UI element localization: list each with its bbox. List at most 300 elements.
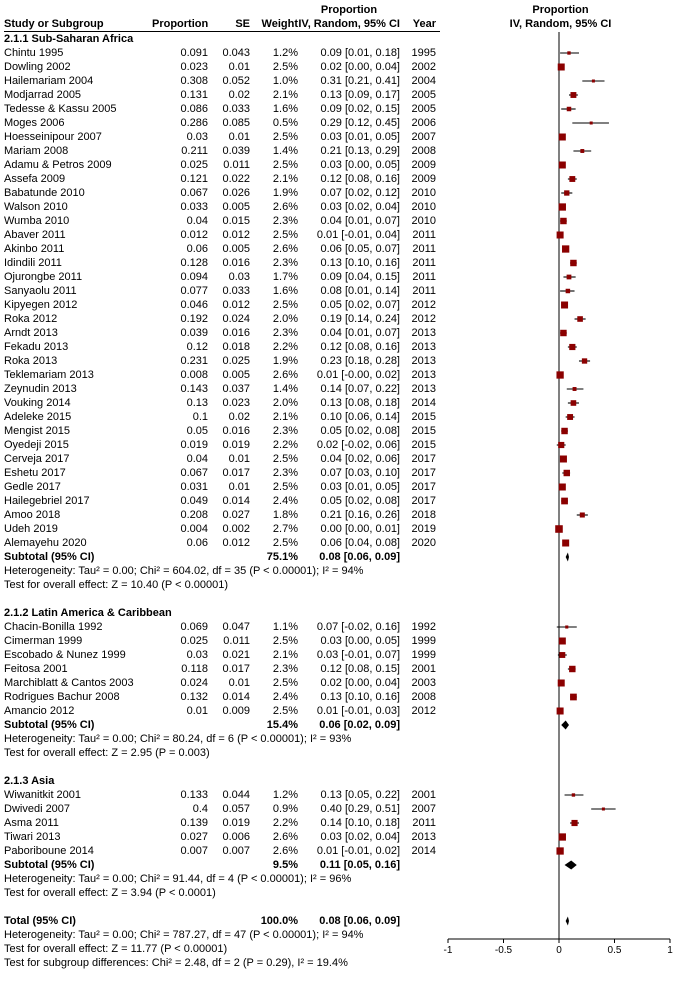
year-value: 2010	[411, 215, 436, 227]
year-value: 2011	[412, 285, 436, 297]
weight-value: 15.4%	[266, 719, 298, 731]
proportion-value: 0.132	[180, 691, 208, 703]
se-value: 0.01	[228, 61, 250, 73]
study-row	[4, 522, 685, 536]
study-row	[4, 242, 685, 256]
study-name: Chintu 1995	[4, 47, 64, 59]
year-value: 2005	[411, 89, 436, 101]
study-name: Vouking 2014	[4, 397, 71, 409]
total-overall-effect-row	[4, 942, 685, 956]
weight-value: 2.2%	[272, 341, 298, 353]
study-name: Wumba 2010	[4, 215, 70, 227]
ci-column-group-label: Proportion	[320, 4, 378, 16]
weight-value: 1.7%	[272, 271, 298, 283]
study-row	[4, 704, 685, 718]
se-value: 0.002	[222, 523, 250, 535]
study-name: Kipyegen 2012	[4, 299, 78, 311]
axis-tick-label: 0.5	[607, 945, 622, 956]
study-row	[4, 60, 685, 74]
weight-value: 2.6%	[272, 201, 298, 213]
table-header	[4, 3, 685, 32]
study-name: Dowling 2002	[4, 61, 71, 73]
heterogeneity-row	[4, 872, 685, 886]
study-row	[4, 494, 685, 508]
ci-value: 0.31 [0.21, 0.41]	[320, 75, 400, 87]
study-name: Ojurongbe 2011	[4, 271, 83, 283]
weight-value: 2.5%	[272, 677, 298, 689]
se-value: 0.011	[223, 159, 250, 171]
col-weight: Weight	[261, 18, 298, 30]
spacer	[4, 3, 152, 17]
study-name: Modjarrad 2005	[4, 89, 82, 101]
overall-effect-row	[4, 746, 685, 760]
proportion-value: 0.12	[186, 341, 208, 353]
study-name: Wiwanitkit 2001	[4, 789, 82, 801]
proportion-value: 0.121	[180, 173, 208, 185]
se-value	[208, 718, 250, 732]
ci-value: 0.09 [0.02, 0.15]	[320, 103, 400, 115]
se-value: 0.022	[222, 173, 250, 185]
year-value: 2008	[411, 145, 436, 157]
study-name: Dwivedi 2007	[4, 803, 71, 815]
axis-tick-label: 0	[556, 945, 562, 956]
year-value: 1999	[411, 649, 436, 661]
study-row	[4, 690, 685, 704]
study-name: Oyedeji 2015	[4, 439, 69, 451]
col-proportion: Proportion	[152, 18, 209, 30]
study-name: Hoesseinipour 2007	[4, 131, 102, 143]
ci-value: 0.14 [0.07, 0.22]	[320, 383, 400, 395]
weight-value: 2.1%	[272, 411, 298, 423]
col-study-or-subgroup: Study or Subgroup	[4, 18, 104, 30]
weight-value: 100.0%	[260, 915, 298, 927]
weight-value: 2.1%	[272, 649, 298, 661]
weight-value: 2.3%	[272, 467, 298, 479]
header-columns-row	[4, 17, 685, 31]
col-ci-text: IV, Random, 95% CI	[298, 18, 400, 30]
study-name: Mengist 2015	[4, 425, 71, 437]
col-year: Year	[412, 18, 436, 30]
ci-value: 0.03 [0.01, 0.05]	[320, 131, 400, 143]
study-name: Tedesse & Kassu 2005	[4, 103, 117, 115]
ci-value: 0.07 [0.02, 0.12]	[320, 187, 400, 199]
study-name: Amoo 2018	[4, 509, 61, 521]
study-name: Subtotal (95% CI)	[4, 859, 95, 871]
weight-value: 2.6%	[272, 369, 298, 381]
proportion-value: 0.019	[180, 439, 208, 451]
ci-value: 0.02 [0.00, 0.04]	[320, 61, 400, 73]
proportion-value: 0.128	[180, 257, 208, 269]
proportion-value: 0.025	[180, 159, 208, 171]
proportion-value: 0.231	[180, 355, 208, 367]
weight-value: 2.7%	[272, 523, 298, 535]
year-value: 2002	[411, 61, 436, 73]
year-value: 2013	[411, 369, 436, 381]
weight-value: 2.5%	[272, 61, 298, 73]
weight-value: 1.4%	[272, 145, 298, 157]
study-row	[4, 326, 685, 340]
study-name: Rodrigues Bachur 2008	[4, 691, 120, 703]
year-value: 2013	[411, 355, 436, 367]
se-value: 0.024	[222, 313, 250, 325]
subtotal-row	[4, 550, 685, 564]
ci-value: 0.12 [0.08, 0.15]	[320, 663, 400, 675]
ci-value: 0.11 [0.05, 0.16]	[319, 859, 400, 871]
proportion-value: 0.06	[186, 537, 208, 549]
subgroup-title-row	[4, 606, 685, 620]
se-value: 0.057	[222, 803, 250, 815]
year-value: 2012	[411, 299, 436, 311]
year-value: 2009	[411, 159, 436, 171]
study-name: Subtotal (95% CI)	[4, 551, 95, 563]
ci-value: 0.08 [0.01, 0.14]	[320, 285, 400, 297]
study-name: Roka 2012	[4, 313, 58, 325]
ci-value: 0.05 [0.02, 0.08]	[320, 495, 400, 507]
weight-value: 2.1%	[272, 89, 298, 101]
proportion-value: 0.308	[180, 75, 208, 87]
weight-value: 2.3%	[272, 663, 298, 675]
study-name: Gedle 2017	[4, 481, 61, 493]
proportion-value: 0.118	[181, 663, 208, 675]
weight-value: 1.2%	[272, 789, 298, 801]
se-value: 0.039	[222, 145, 250, 157]
study-name: Hailemariam 2004	[4, 75, 94, 87]
se-value	[208, 550, 250, 564]
year-value: 2017	[411, 467, 436, 479]
study-row	[4, 410, 685, 424]
proportion-value: 0.007	[180, 845, 208, 857]
study-row	[4, 284, 685, 298]
se-value	[208, 858, 250, 872]
year-value: 2013	[411, 831, 436, 843]
study-row	[4, 662, 685, 676]
year-value: 1992	[411, 621, 436, 633]
weight-value: 2.5%	[272, 131, 298, 143]
year-value	[400, 550, 436, 564]
year-value: 2017	[411, 481, 436, 493]
proportion-value: 0.031	[180, 481, 208, 493]
study-row	[4, 312, 685, 326]
ci-value: 0.21 [0.16, 0.26]	[320, 509, 400, 521]
year-value: 2015	[411, 425, 436, 437]
ci-value: 0.07 [-0.02, 0.16]	[316, 621, 400, 633]
spacer	[208, 3, 250, 17]
study-name: Feitosa 2001	[4, 663, 68, 675]
weight-value: 2.5%	[272, 229, 298, 241]
proportion-value: 0.143	[180, 383, 208, 395]
study-row	[4, 354, 685, 368]
ci-value: 0.03 [-0.01, 0.07]	[316, 649, 400, 661]
study-row	[4, 130, 685, 144]
proportion-value: 0.094	[180, 271, 208, 283]
se-value	[208, 914, 250, 928]
se-value: 0.011	[223, 635, 250, 647]
study-row	[4, 508, 685, 522]
proportion-value: 0.192	[180, 313, 208, 325]
axis-tick-label: 1	[667, 945, 673, 956]
weight-value: 2.3%	[272, 327, 298, 339]
proportion-value: 0.067	[180, 467, 208, 479]
se-value: 0.018	[222, 341, 250, 353]
weight-value: 2.5%	[272, 159, 298, 171]
study-name: Asma 2011	[4, 817, 59, 829]
study-name: Subtotal (95% CI)	[4, 719, 95, 731]
subgroup-title-row	[4, 32, 685, 46]
se-value: 0.005	[222, 201, 250, 213]
proportion-value: 0.4	[192, 803, 208, 815]
study-row	[4, 382, 685, 396]
ci-value: 0.40 [0.29, 0.51]	[320, 803, 400, 815]
study-row	[4, 634, 685, 648]
weight-value: 1.2%	[272, 47, 298, 59]
se-value: 0.014	[222, 495, 250, 507]
se-value: 0.012	[222, 537, 250, 549]
weight-value: 1.6%	[272, 103, 298, 115]
proportion-value: 0.04	[186, 453, 208, 465]
study-name: Hailegebriel 2017	[4, 495, 90, 507]
se-value: 0.015	[222, 215, 250, 227]
proportion-value	[152, 550, 208, 564]
ci-value: 0.02 [0.00, 0.04]	[320, 677, 400, 689]
weight-value: 2.5%	[272, 635, 298, 647]
proportion-value: 0.024	[180, 677, 208, 689]
ci-value: 0.00 [0.00, 0.01]	[320, 523, 400, 535]
year-value: 2014	[411, 845, 436, 857]
weight-value: 1.9%	[272, 355, 298, 367]
year-value: 2012	[411, 313, 436, 325]
spacer-row	[4, 592, 685, 606]
year-value: 2013	[411, 341, 436, 353]
ci-value: 0.29 [0.12, 0.45]	[320, 117, 400, 129]
ci-value: 0.09 [0.04, 0.15]	[320, 271, 400, 283]
subgroup-title: 2.1.1 Sub-Saharan Africa	[4, 33, 134, 45]
ci-value: 0.07 [0.03, 0.10]	[320, 467, 400, 479]
study-row	[4, 172, 685, 186]
study-name: Akinbo 2011	[4, 243, 65, 255]
weight-value: 2.6%	[272, 243, 298, 255]
study-name: Mariam 2008	[4, 145, 69, 157]
forest-rows	[4, 32, 685, 970]
study-row	[4, 340, 685, 354]
weight-value: 1.9%	[272, 187, 298, 199]
weight-value: 2.5%	[272, 537, 298, 549]
heterogeneity-text: Heterogeneity: Tau² = 0.00; Chi² = 604.02, df = 35 (P < 0.00001); I² = 94%	[4, 565, 364, 577]
weight-value: 1.6%	[272, 285, 298, 297]
ci-value: 0.06 [0.05, 0.07]	[320, 243, 400, 255]
study-name: Cerveja 2017	[4, 453, 70, 465]
proportion-value: 0.13	[186, 397, 208, 409]
subgroup-title-row	[4, 774, 685, 788]
se-value: 0.043	[222, 47, 250, 59]
study-row	[4, 466, 685, 480]
ci-value: 0.23 [0.18, 0.28]	[320, 355, 400, 367]
study-name: Teklemariam 2013	[4, 369, 94, 381]
study-name: Walson 2010	[4, 201, 68, 213]
study-row	[4, 830, 685, 844]
heterogeneity-text: Heterogeneity: Tau² = 0.00; Chi² = 80.24, df = 6 (P < 0.00001); I² = 93%	[4, 733, 352, 745]
study-row	[4, 298, 685, 312]
se-value: 0.019	[222, 439, 250, 451]
weight-value: 1.1%	[272, 621, 298, 633]
year-value: 2005	[411, 103, 436, 115]
ci-value: 0.21 [0.13, 0.29]	[320, 145, 400, 157]
study-row	[4, 158, 685, 172]
subgroup-differences-row	[4, 956, 685, 970]
subtotal-row	[4, 718, 685, 732]
study-name: Fekadu 2013	[4, 341, 69, 353]
study-name: Adeleke 2015	[4, 411, 72, 423]
proportion-value	[152, 858, 208, 872]
proportion-value: 0.086	[180, 103, 208, 115]
study-name: Cimerman 1999	[4, 635, 83, 647]
ci-value: 0.08 [0.06, 0.09]	[319, 915, 400, 927]
spacer	[250, 3, 298, 17]
proportion-value: 0.139	[180, 817, 208, 829]
weight-value: 2.5%	[272, 453, 298, 465]
year-value: 2011	[412, 229, 436, 241]
ci-value: 0.06 [0.02, 0.09]	[319, 719, 400, 731]
se-value: 0.012	[222, 229, 250, 241]
study-name: Sanyaolu 2011	[4, 285, 77, 297]
se-value: 0.014	[222, 691, 250, 703]
proportion-value	[152, 914, 208, 928]
ci-value: 0.10 [0.06, 0.14]	[320, 411, 400, 423]
axis-tick-label: -1	[443, 945, 453, 956]
overall-effect-text: Test for overall effect: Z = 10.40 (P < 0.00001)	[4, 579, 229, 591]
se-value: 0.033	[222, 285, 250, 297]
se-value: 0.021	[222, 649, 250, 661]
se-value: 0.033	[222, 103, 250, 115]
heterogeneity-row	[4, 564, 685, 578]
spacer-row	[4, 900, 685, 914]
year-value: 2017	[411, 495, 436, 507]
study-name: Chacin-Bonilla 1992	[4, 621, 103, 633]
ci-value: 0.06 [0.04, 0.08]	[320, 537, 400, 549]
se-value: 0.01	[228, 677, 250, 689]
proportion-value: 0.069	[180, 621, 208, 633]
header-group-row	[4, 3, 685, 17]
ci-value: 0.03 [0.00, 0.05]	[320, 159, 400, 171]
year-value: 2001	[411, 663, 436, 675]
proportion-value	[152, 718, 208, 732]
study-row	[4, 536, 685, 550]
study-name: Moges 2006	[4, 117, 65, 129]
proportion-value: 0.06	[186, 243, 208, 255]
proportion-value: 0.067	[180, 187, 208, 199]
weight-value: 2.3%	[272, 257, 298, 269]
proportion-value: 0.039	[180, 327, 208, 339]
year-value: 2014	[411, 397, 436, 409]
study-row	[4, 396, 685, 410]
year-value: 2015	[411, 411, 436, 423]
subgroup-differences-text: Test for subgroup differences: Chi² = 2.48, df = 2 (P = 0.29), I² = 19.4%	[4, 957, 348, 969]
proportion-value: 0.03	[186, 131, 208, 143]
weight-value: 0.9%	[272, 803, 298, 815]
proportion-value: 0.1	[192, 411, 208, 423]
weight-value: 2.5%	[272, 299, 298, 311]
study-name: Eshetu 2017	[4, 467, 66, 479]
ci-value: 0.12 [0.08, 0.16]	[320, 341, 400, 353]
ci-value: 0.04 [0.01, 0.07]	[320, 327, 400, 339]
proportion-value: 0.01	[186, 705, 208, 717]
study-name: Udeh 2019	[4, 523, 58, 535]
overall-effect-row	[4, 886, 685, 900]
weight-value: 2.2%	[272, 439, 298, 451]
study-row	[4, 802, 685, 816]
ci-value: 0.13 [0.08, 0.18]	[320, 397, 400, 409]
se-value: 0.044	[222, 789, 250, 801]
study-name: Alemayehu 2020	[4, 537, 87, 549]
year-value: 2012	[411, 705, 436, 717]
study-row	[4, 88, 685, 102]
total-heterogeneity-row	[4, 928, 685, 942]
proportion-value: 0.091	[180, 47, 208, 59]
se-value: 0.016	[222, 257, 250, 269]
ci-value: 0.03 [0.01, 0.05]	[320, 481, 400, 493]
se-value: 0.012	[222, 299, 250, 311]
proportion-value: 0.008	[180, 369, 208, 381]
study-row	[4, 844, 685, 858]
se-value: 0.019	[222, 817, 250, 829]
total-row	[4, 914, 685, 928]
proportion-value: 0.211	[181, 145, 208, 157]
ci-value: 0.09 [0.01, 0.18]	[320, 47, 400, 59]
study-name: Total (95% CI)	[4, 915, 76, 927]
se-value: 0.017	[222, 663, 250, 675]
study-row	[4, 186, 685, 200]
overall-effect-row	[4, 578, 685, 592]
study-row	[4, 46, 685, 60]
proportion-value: 0.04	[186, 215, 208, 227]
study-name: Abaver 2011	[4, 229, 66, 241]
ci-value: 0.13 [0.05, 0.22]	[320, 789, 400, 801]
proportion-value: 0.03	[186, 649, 208, 661]
year-value	[400, 858, 436, 872]
ci-value: 0.05 [0.02, 0.08]	[320, 425, 400, 437]
study-name: Escobado & Nunez 1999	[4, 649, 126, 661]
subgroup-title: 2.1.2 Latin America & Caribbean	[4, 607, 172, 619]
weight-value: 2.4%	[272, 691, 298, 703]
weight-value: 2.1%	[272, 173, 298, 185]
weight-value: 1.0%	[272, 75, 298, 87]
se-value: 0.009	[222, 705, 250, 717]
proportion-value: 0.077	[180, 285, 208, 297]
weight-value: 1.8%	[272, 509, 298, 521]
ci-value: 0.01 [-0.01, 0.02]	[316, 845, 400, 857]
study-row	[4, 480, 685, 494]
study-name: Paboriboune 2014	[4, 845, 94, 857]
study-row	[4, 368, 685, 382]
study-row	[4, 788, 685, 802]
year-value: 2017	[411, 453, 436, 465]
overall-effect-text: Test for overall effect: Z = 2.95 (P = 0.003)	[4, 747, 210, 759]
se-value: 0.03	[228, 271, 250, 283]
study-row	[4, 144, 685, 158]
ci-value: 0.04 [0.01, 0.07]	[320, 215, 400, 227]
year-value: 2009	[411, 173, 436, 185]
weight-value: 0.5%	[272, 117, 298, 129]
se-value: 0.085	[222, 117, 250, 129]
proportion-value: 0.046	[180, 299, 208, 311]
se-value: 0.005	[222, 243, 250, 255]
proportion-value: 0.025	[180, 635, 208, 647]
ci-value: 0.13 [0.09, 0.17]	[320, 89, 400, 101]
proportion-value: 0.012	[180, 229, 208, 241]
year-value: 2011	[412, 817, 436, 829]
se-value: 0.02	[228, 89, 250, 101]
col-ci-plot: IV, Random, 95% CI	[509, 18, 612, 30]
study-name: Babatunde 2010	[4, 187, 85, 199]
